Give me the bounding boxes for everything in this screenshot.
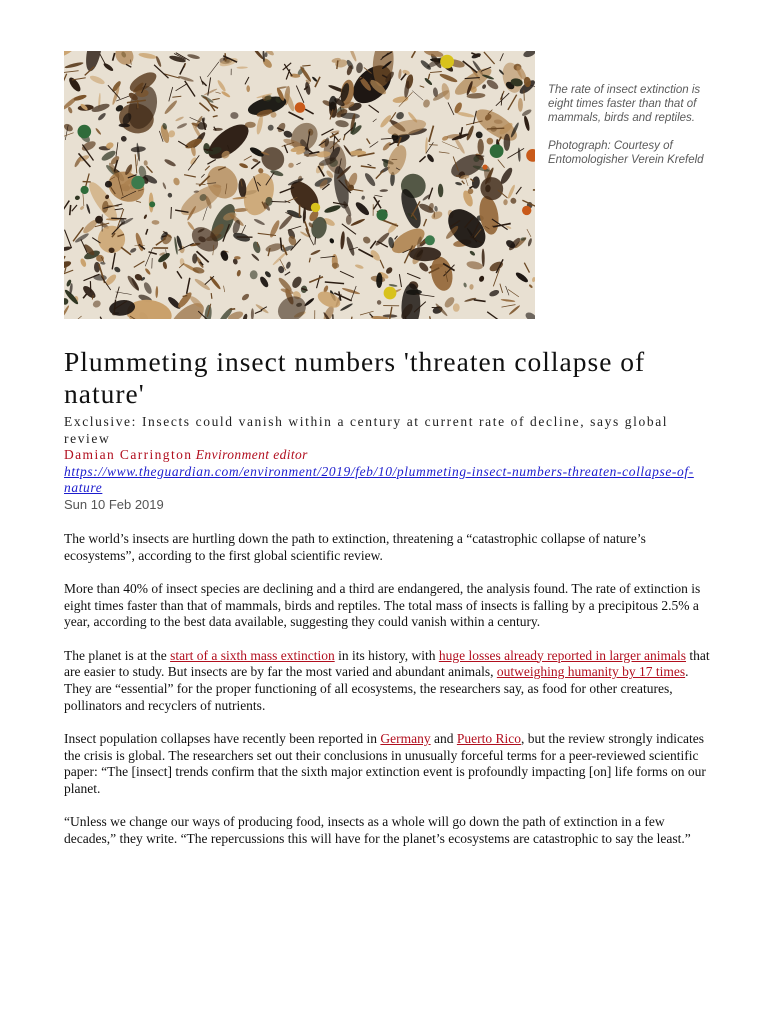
text-run: in its history, with	[334, 647, 439, 663]
outweighing-humanity-link[interactable]: outweighing humanity by 17 times	[496, 664, 686, 680]
text-run: Insect population collapses have recently been reported in	[64, 730, 381, 746]
byline	[64, 447, 714, 464]
article-body	[64, 531, 714, 864]
article-meta	[64, 414, 714, 513]
photo-caption	[548, 83, 728, 181]
paragraph-1: The world’s insects are hurtling down the path to extinction, threatening a “catastrophic collapse of nature’s ecosystems”, according to the first global scientific review.	[64, 531, 646, 563]
text-run: , but the review strongly indicates the crisis is global. The researchers set out their conclusions in unusually forceful terms for a peer-reviewed scientific paper: “The [insect] trends confirm that the sixth major extinction event is profoundly impacting [on] life forms on our planet.	[64, 730, 706, 796]
article-standfirst: Exclusive: Insects could vanish within a century at current rate of decline, says global review	[64, 414, 669, 446]
text-run: . They are “essential” for the proper functioning of all ecosystems, the researchers say, as food for other creatures, pollinators and recyclers of nutrients.	[64, 664, 689, 713]
paragraph-4	[64, 731, 714, 798]
author-role: Environment editor	[195, 447, 308, 462]
article-headline: Plummeting insect numbers 'threaten collapse of nature'	[64, 346, 646, 409]
paragraph-3	[64, 648, 714, 715]
insect-photo	[64, 51, 535, 319]
paragraph-2: More than 40% of insect species are declining and a third are endangered, the analysis found. The rate of extinction is eight times faster than that of mammals, birds and reptiles. The total mass of insects is falling by a precipitous 2.5% a year, according to the best data available, suggesting they could vanish within a century.	[64, 580, 701, 630]
puerto-rico-link[interactable]: Puerto Rico	[456, 730, 521, 746]
insect-collection-image	[64, 51, 535, 319]
larger-animals-losses-link[interactable]: huge losses already reported in larger animals	[438, 647, 687, 663]
photo-credit: Photograph: Courtesy of Entomologisher Verein Krefeld	[548, 140, 704, 166]
text-run: The planet is at the	[64, 647, 171, 663]
germany-link[interactable]: Germany	[380, 730, 431, 746]
article-url-link[interactable]: https://www.theguardian.com/environment/2019/feb/10/plummeting-insect-numbers-threaten-collapse-of-nature	[64, 463, 694, 495]
author-link[interactable]: Damian Carrington	[64, 447, 193, 462]
caption-text: The rate of insect extinction is eight times faster than that of mammals, birds and reptiles.	[548, 84, 701, 124]
sixth-mass-extinction-link[interactable]: start of a sixth mass extinction	[170, 647, 335, 663]
paragraph-5: “Unless we change our ways of producing food, insects as a whole will go down the path of extinction in a few decades,” they write. “The repercussions this will have for the planet’s ecosystems are catastrophic to say the least.”	[64, 814, 691, 846]
publish-date: Sun 10 Feb 2019	[64, 496, 164, 512]
text-run: that are easier to study. But insects are by far the most varied and abundant animals,	[64, 647, 710, 680]
text-run: and	[430, 730, 457, 746]
